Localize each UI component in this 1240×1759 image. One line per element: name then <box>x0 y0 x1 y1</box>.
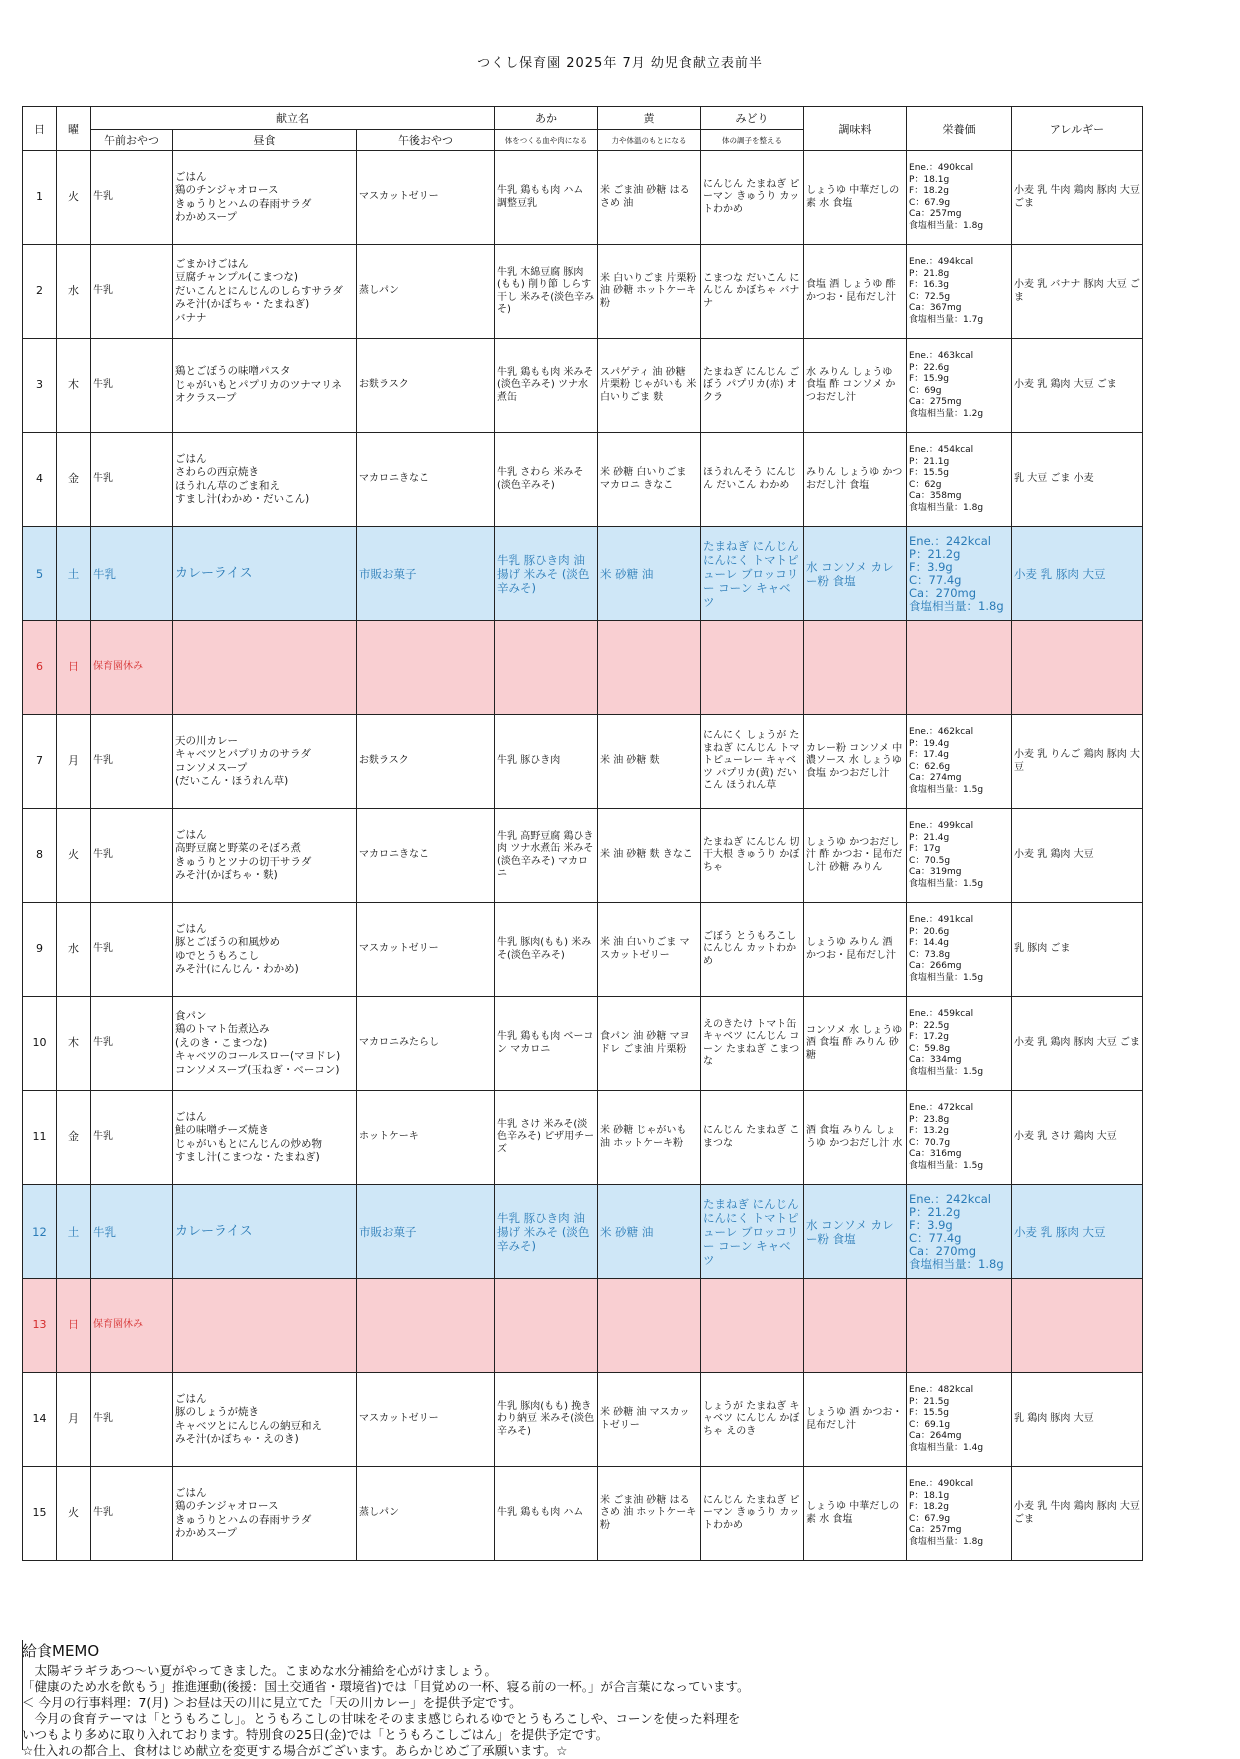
kiiro-ingredients: スパゲティ 油 砂糖 片栗粉 じゃがいも 米 白いりごま 麩 <box>598 339 701 433</box>
day-number: 7 <box>23 715 57 809</box>
afternoon-snack: マカロニみたらし <box>357 997 495 1091</box>
afternoon-snack: マスカットゼリー <box>357 1373 495 1467</box>
lunch-menu: ごはん 鮭の味噌チーズ焼き じゃがいもとにんじんの炒め物 すまし汁(こまつな・たまねぎ) <box>173 1091 357 1185</box>
kiiro-ingredients <box>598 1279 701 1373</box>
midori-ingredients: えのきたけ トマト缶 キャベツ にんじん コーン たまねぎ こまつな <box>701 997 804 1091</box>
afternoon-snack: マカロニきなこ <box>357 433 495 527</box>
seasoning: しょうゆ 酒 かつお・昆布だし汁 <box>804 1373 907 1467</box>
kiiro-ingredients: 米 油 砂糖 麩 きなこ <box>598 809 701 903</box>
morning-snack: 牛乳 <box>91 527 173 621</box>
table-row <box>23 1185 1143 1279</box>
lunch-menu: 鶏とごぼうの味噌パスタ じゃがいもとパプリカのツナマリネ オクラスープ <box>173 339 357 433</box>
afternoon-snack: マスカットゼリー <box>357 903 495 997</box>
table-row <box>23 621 1143 715</box>
aka-ingredients: 牛乳 鶏もも肉 ハム 調整豆乳 <box>495 151 598 245</box>
nutrition: Ene.：472kcal P：23.8g F：13.2g C：70.7g Ca：316mg 食塩相当量：1.5g <box>907 1091 1012 1185</box>
header-aka-sub: 体をつくる血や肉になる <box>495 130 598 151</box>
memo-section <box>22 1640 1142 1759</box>
kiiro-ingredients: 米 白いりごま 片栗粉 油 砂糖 ホットケーキ粉 <box>598 245 701 339</box>
lunch-menu <box>173 621 357 715</box>
weekday: 月 <box>57 1373 91 1467</box>
memo-line: 「健康のため水を飲もう」推進運動(後援：国土交通省・環境省)では「目覚めの一杯、寝る前の一杯。」が合言葉になっています。 <box>22 1679 750 1694</box>
weekday: 月 <box>57 715 91 809</box>
midori-ingredients: にんじん たまねぎ ピーマン きゅうり カットわかめ <box>701 1467 804 1561</box>
table-row <box>23 997 1143 1091</box>
seasoning: カレー粉 コンソメ 中濃ソース 水 しょうゆ 食塩 かつおだし汁 <box>804 715 907 809</box>
aka-ingredients: 牛乳 豚ひき肉 <box>495 715 598 809</box>
header-menu-name: 献立名 <box>91 107 495 130</box>
aka-ingredients: 牛乳 さけ 米みそ(淡色辛みそ) ピザ用チーズ <box>495 1091 598 1185</box>
seasoning: しょうゆ 中華だしの素 水 食塩 <box>804 151 907 245</box>
allergy: 小麦 乳 鶏肉 大豆 <box>1012 809 1143 903</box>
memo-line: ☆仕入れの都合上、食材はじめ献立を変更する場合がございます。あらかじめご了承願います。☆ <box>22 1743 568 1758</box>
morning-snack: 牛乳 <box>91 903 173 997</box>
table-row <box>23 527 1143 621</box>
lunch-menu <box>173 1279 357 1373</box>
nutrition: Ene.：242kcal P：21.2g F：3.9g C：77.4g Ca：270mg 食塩相当量：1.8g <box>907 527 1012 621</box>
allergy: 小麦 乳 牛肉 鶏肉 豚肉 大豆 ごま <box>1012 151 1143 245</box>
kiiro-ingredients: 米 ごま油 砂糖 はるさめ 油 ホットケーキ粉 <box>598 1467 701 1561</box>
table-row <box>23 245 1143 339</box>
table-row <box>23 715 1143 809</box>
day-number: 2 <box>23 245 57 339</box>
table-row <box>23 433 1143 527</box>
header-lunch: 昼食 <box>173 130 357 151</box>
aka-ingredients: 牛乳 豚肉(もも) 米みそ(淡色辛みそ) <box>495 903 598 997</box>
day-number: 14 <box>23 1373 57 1467</box>
kiiro-ingredients: 米 砂糖 白いりごま マカロニ きなこ <box>598 433 701 527</box>
day-number: 1 <box>23 151 57 245</box>
allergy: 乳 鶏肉 豚肉 大豆 <box>1012 1373 1143 1467</box>
seasoning: 食塩 酒 しょうゆ 酢 かつお・昆布だし汁 <box>804 245 907 339</box>
allergy: 小麦 乳 さけ 鶏肉 大豆 <box>1012 1091 1143 1185</box>
lunch-menu: ごはん 鶏のチンジャオロース きゅうりとハムの春雨サラダ わかめスープ <box>173 151 357 245</box>
nutrition: Ene.：490kcal P：18.1g F：18.2g C：67.9g Ca：257mg 食塩相当量：1.8g <box>907 151 1012 245</box>
weekday: 土 <box>57 527 91 621</box>
midori-ingredients: たまねぎ にんじん にんにく トマトピューレ ブロッコリー コーン キャベツ <box>701 1185 804 1279</box>
morning-snack: 牛乳 <box>91 1091 173 1185</box>
kiiro-ingredients: 米 ごま油 砂糖 はるさめ 油 <box>598 151 701 245</box>
header-day: 日 <box>23 107 57 151</box>
aka-ingredients: 牛乳 豚ひき肉 油揚げ 米みそ (淡色辛みそ) <box>495 527 598 621</box>
midori-ingredients <box>701 1279 804 1373</box>
header-aka: あか <box>495 107 598 130</box>
morning-snack: 保育園休み <box>91 621 173 715</box>
nutrition: Ene.：482kcal P：21.5g F：15.5g C：69.1g Ca：264mg 食塩相当量：1.4g <box>907 1373 1012 1467</box>
afternoon-snack: 市販お菓子 <box>357 527 495 621</box>
allergy: 乳 大豆 ごま 小麦 <box>1012 433 1143 527</box>
day-number: 3 <box>23 339 57 433</box>
morning-snack: 牛乳 <box>91 715 173 809</box>
weekday: 日 <box>57 621 91 715</box>
table-row <box>23 903 1143 997</box>
header-morning-snack: 午前おやつ <box>91 130 173 151</box>
midori-ingredients: ごぼう とうもろこし にんじん カットわかめ <box>701 903 804 997</box>
table-row <box>23 1091 1143 1185</box>
lunch-menu: カレーライス <box>173 527 357 621</box>
aka-ingredients: 牛乳 木綿豆腐 豚肉(もも) 削り節 しらす干し 米みそ(淡色辛みそ) <box>495 245 598 339</box>
table-row <box>23 1373 1143 1467</box>
kiiro-ingredients <box>598 621 701 715</box>
afternoon-snack: ホットケーキ <box>357 1091 495 1185</box>
table-row <box>23 339 1143 433</box>
aka-ingredients: 牛乳 豚ひき肉 油揚げ 米みそ (淡色辛みそ) <box>495 1185 598 1279</box>
allergy: 乳 豚肉 ごま <box>1012 903 1143 997</box>
seasoning: 水 コンソメ カレー粉 食塩 <box>804 1185 907 1279</box>
nutrition: Ene.：499kcal P：21.4g F：17g C：70.5g Ca：319mg 食塩相当量：1.5g <box>907 809 1012 903</box>
day-number: 10 <box>23 997 57 1091</box>
nutrition: Ene.：494kcal P：21.8g F：16.3g C：72.5g Ca：367mg 食塩相当量：1.7g <box>907 245 1012 339</box>
kiiro-ingredients: 米 砂糖 油 <box>598 527 701 621</box>
midori-ingredients: こまつな だいこん にんじん かぼちゃ バナナ <box>701 245 804 339</box>
header-kiiro: 黄 <box>598 107 701 130</box>
allergy: 小麦 乳 りんご 鶏肉 豚肉 大豆 <box>1012 715 1143 809</box>
seasoning: 酒 食塩 みりん しょうゆ かつおだし汁 水 <box>804 1091 907 1185</box>
weekday: 火 <box>57 809 91 903</box>
morning-snack: 牛乳 <box>91 997 173 1091</box>
kiiro-ingredients: 米 砂糖 じゃがいも 油 ホットケーキ粉 <box>598 1091 701 1185</box>
day-number: 13 <box>23 1279 57 1373</box>
lunch-menu: ごはん 豚のしょうが焼き キャベツとにんじんの納豆和え みそ汁(かぼちゃ・えのき) <box>173 1373 357 1467</box>
morning-snack: 牛乳 <box>91 1373 173 1467</box>
morning-snack: 牛乳 <box>91 245 173 339</box>
memo-title: 給食MEMO <box>22 1642 100 1660</box>
morning-snack: 牛乳 <box>91 433 173 527</box>
lunch-menu: 天の川カレー キャベツとパプリカのサラダ コンソメスープ (だいこん・ほうれん草) <box>173 715 357 809</box>
weekday: 木 <box>57 339 91 433</box>
kiiro-ingredients: 米 砂糖 油 マスカットゼリー <box>598 1373 701 1467</box>
aka-ingredients <box>495 621 598 715</box>
aka-ingredients <box>495 1279 598 1373</box>
seasoning <box>804 621 907 715</box>
afternoon-snack: 蒸しパン <box>357 1467 495 1561</box>
kiiro-ingredients: 食パン 油 砂糖 マヨドレ ごま油 片栗粉 <box>598 997 701 1091</box>
midori-ingredients: にんじん たまねぎ こまつな <box>701 1091 804 1185</box>
nutrition: Ene.：462kcal P：19.4g F：17.4g C：62.6g Ca：274mg 食塩相当量：1.5g <box>907 715 1012 809</box>
morning-snack: 牛乳 <box>91 1185 173 1279</box>
allergy: 小麦 乳 牛肉 鶏肉 豚肉 大豆 ごま <box>1012 1467 1143 1561</box>
afternoon-snack <box>357 621 495 715</box>
afternoon-snack: お麩ラスク <box>357 339 495 433</box>
weekday: 日 <box>57 1279 91 1373</box>
weekday: 火 <box>57 151 91 245</box>
midori-ingredients: ほうれんそう にんじん だいこん わかめ <box>701 433 804 527</box>
midori-ingredients: しょうが たまねぎ キャベツ にんじん かぼちゃ えのき <box>701 1373 804 1467</box>
lunch-menu: ごはん 鶏のチンジャオロース きゅうりとハムの春雨サラダ わかめスープ <box>173 1467 357 1561</box>
afternoon-snack: マカロニきなこ <box>357 809 495 903</box>
day-number: 9 <box>23 903 57 997</box>
morning-snack: 牛乳 <box>91 809 173 903</box>
seasoning: コンソメ 水 しょうゆ 酒 食塩 酢 みりん 砂糖 <box>804 997 907 1091</box>
memo-line: 今月の食育テーマは「とうもろこし」。とうもろこしの甘味をそのまま感じられるゆでとうもろこしや、コーンを使った料理を <box>22 1711 741 1726</box>
morning-snack: 牛乳 <box>91 339 173 433</box>
seasoning <box>804 1279 907 1373</box>
allergy <box>1012 1279 1143 1373</box>
nutrition: Ene.：454kcal P：21.1g F：15.5g C：62g Ca：358mg 食塩相当量：1.8g <box>907 433 1012 527</box>
header-midori: みどり <box>701 107 804 130</box>
lunch-menu: ごはん さわらの西京焼き ほうれん草のごま和え すまし汁(わかめ・だいこん) <box>173 433 357 527</box>
day-number: 12 <box>23 1185 57 1279</box>
allergy: 小麦 乳 豚肉 大豆 <box>1012 1185 1143 1279</box>
memo-line: いつもより多めに取り入れております。特別食の25日(金)では「とうもろこしごはん」を提供予定です。 <box>22 1727 609 1742</box>
table-row <box>23 1279 1143 1373</box>
menu-body <box>23 151 1143 1561</box>
morning-snack: 牛乳 <box>91 1467 173 1561</box>
header-weekday: 曜 <box>57 107 91 151</box>
nutrition: Ene.：459kcal P：22.5g F：17.2g C：59.8g Ca：334mg 食塩相当量：1.5g <box>907 997 1012 1091</box>
day-number: 6 <box>23 621 57 715</box>
header-midori-sub: 体の調子を整える <box>701 130 804 151</box>
weekday: 水 <box>57 245 91 339</box>
lunch-menu: ごはん 高野豆腐と野菜のそぼろ煮 きゅうりとツナの切干サラダ みそ汁(かぼちゃ・麩) <box>173 809 357 903</box>
weekday: 土 <box>57 1185 91 1279</box>
afternoon-snack: 市販お菓子 <box>357 1185 495 1279</box>
aka-ingredients: 牛乳 さわら 米みそ(淡色辛みそ) <box>495 433 598 527</box>
afternoon-snack <box>357 1279 495 1373</box>
header-kiiro-sub: 力や体温のもとになる <box>598 130 701 151</box>
afternoon-snack: 蒸しパン <box>357 245 495 339</box>
weekday: 火 <box>57 1467 91 1561</box>
aka-ingredients: 牛乳 高野豆腐 鶏ひき肉 ツナ水煮缶 米みそ(淡色辛みそ) マカロニ <box>495 809 598 903</box>
lunch-menu: ごまかけごはん 豆腐チャンプル(こまつな) だいこんとにんじんのしらすサラダ みそ汁(かぼちゃ・たまねぎ) バナナ <box>173 245 357 339</box>
table-row <box>23 151 1143 245</box>
table-row <box>23 809 1143 903</box>
allergy: 小麦 乳 バナナ 豚肉 大豆 ごま <box>1012 245 1143 339</box>
seasoning: 水 コンソメ カレー粉 食塩 <box>804 527 907 621</box>
day-number: 4 <box>23 433 57 527</box>
weekday: 水 <box>57 903 91 997</box>
afternoon-snack: お麩ラスク <box>357 715 495 809</box>
morning-snack: 牛乳 <box>91 151 173 245</box>
kiiro-ingredients: 米 油 白いりごま マスカットゼリー <box>598 903 701 997</box>
seasoning: みりん しょうゆ かつおだし汁 食塩 <box>804 433 907 527</box>
midori-ingredients: たまねぎ にんじん にんにく トマトピューレ ブロッコリー コーン キャベツ <box>701 527 804 621</box>
allergy: 小麦 乳 鶏肉 豚肉 大豆 ごま <box>1012 997 1143 1091</box>
seasoning: しょうゆ みりん 酒 かつお・昆布だし汁 <box>804 903 907 997</box>
memo-line: 太陽ギラギラあつ～い夏がやってきました。こまめな水分補給を心がけましょう。 <box>22 1663 498 1678</box>
seasoning: 水 みりん しょうゆ 食塩 酢 コンソメ かつおだし汁 <box>804 339 907 433</box>
header-seasoning: 調味料 <box>804 107 907 151</box>
lunch-menu: 食パン 鶏のトマト缶煮込み (えのき・こまつな) キャベツのコールスロー(マヨドレ) コンソメスープ(玉ねぎ・ベーコン) <box>173 997 357 1091</box>
page-title: つくし保育園 2025年 7月 幼児食献立表前半 <box>477 56 763 71</box>
aka-ingredients: 牛乳 鶏もも肉 米みそ(淡色辛みそ) ツナ水煮缶 <box>495 339 598 433</box>
midori-ingredients: たまねぎ にんじん 切干大根 きゅうり かぼちゃ <box>701 809 804 903</box>
day-number: 5 <box>23 527 57 621</box>
aka-ingredients: 牛乳 豚肉(もも) 挽きわり納豆 米みそ(淡色辛みそ) <box>495 1373 598 1467</box>
allergy <box>1012 621 1143 715</box>
weekday: 木 <box>57 997 91 1091</box>
midori-ingredients: にんにく しょうが たまねぎ にんじん トマトピューレー キャベツ パプリカ(黄) だいこん ほうれん草 <box>701 715 804 809</box>
midori-ingredients: たまねぎ にんじん ごぼう パプリカ(赤) オクラ <box>701 339 804 433</box>
midori-ingredients: にんじん たまねぎ ピーマン きゅうり カットわかめ <box>701 151 804 245</box>
day-number: 15 <box>23 1467 57 1561</box>
weekday: 金 <box>57 1091 91 1185</box>
kiiro-ingredients: 米 油 砂糖 麩 <box>598 715 701 809</box>
seasoning: しょうゆ かつおだし汁 酢 かつお・昆布だし汁 砂糖 みりん <box>804 809 907 903</box>
morning-snack: 保育園休み <box>91 1279 173 1373</box>
aka-ingredients: 牛乳 鶏もも肉 ベーコン マカロニ <box>495 997 598 1091</box>
table-row <box>23 1467 1143 1561</box>
header-allergy: アレルギー <box>1012 107 1143 151</box>
nutrition: Ene.：463kcal P：22.6g F：15.9g C：69g Ca：275mg 食塩相当量：1.2g <box>907 339 1012 433</box>
day-number: 11 <box>23 1091 57 1185</box>
kiiro-ingredients: 米 砂糖 油 <box>598 1185 701 1279</box>
nutrition: Ene.：491kcal P：20.6g F：14.4g C：73.8g Ca：266mg 食塩相当量：1.5g <box>907 903 1012 997</box>
allergy: 小麦 乳 鶏肉 大豆 ごま <box>1012 339 1143 433</box>
header-afternoon-snack: 午後おやつ <box>357 130 495 151</box>
allergy: 小麦 乳 豚肉 大豆 <box>1012 527 1143 621</box>
menu-table <box>22 106 1143 1561</box>
midori-ingredients <box>701 621 804 715</box>
memo-line: ＜ 今月の行事料理：7(月) ＞お昼は天の川に見立てた「天の川カレー」を提供予定です。 <box>22 1695 522 1710</box>
lunch-menu: ごはん 豚とごぼうの和風炒め ゆでとうもろこし みそ汁(にんじん・わかめ) <box>173 903 357 997</box>
header-nutrition: 栄養価 <box>907 107 1012 151</box>
weekday: 金 <box>57 433 91 527</box>
seasoning: しょうゆ 中華だしの素 水 食塩 <box>804 1467 907 1561</box>
afternoon-snack: マスカットゼリー <box>357 151 495 245</box>
nutrition: Ene.：242kcal P：21.2g F：3.9g C：77.4g Ca：270mg 食塩相当量：1.8g <box>907 1185 1012 1279</box>
day-number: 8 <box>23 809 57 903</box>
aka-ingredients: 牛乳 鶏もも肉 ハム <box>495 1467 598 1561</box>
nutrition: Ene.：490kcal P：18.1g F：18.2g C：67.9g Ca：257mg 食塩相当量：1.8g <box>907 1467 1012 1561</box>
lunch-menu: カレーライス <box>173 1185 357 1279</box>
nutrition <box>907 621 1012 715</box>
nutrition <box>907 1279 1012 1373</box>
